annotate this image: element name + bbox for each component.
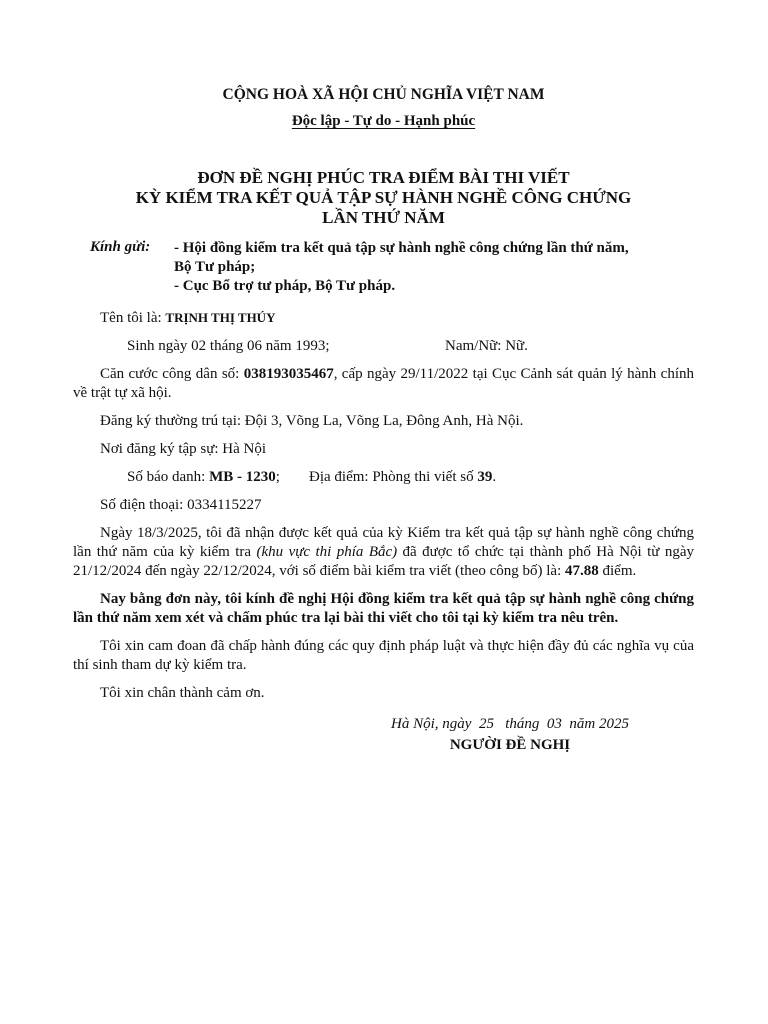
candidate-no-value: MB - 1230 [209, 469, 276, 485]
id-number: 038193035467 [243, 366, 334, 382]
candidate-row [73, 468, 694, 487]
birth-date: Sinh ngày 02 tháng 06 năm 1993; [127, 338, 330, 354]
applicant-birth-row [73, 337, 694, 356]
gender: Nam/Nữ: Nữ. [445, 338, 528, 354]
applicant-name-value: TRỊNH THỊ THÚY [165, 310, 276, 325]
applicant-phone: Số điện thoại: 0334115227 [100, 497, 262, 513]
candidate-label: Số báo danh: [127, 469, 210, 485]
name-label: Tên tôi là: [100, 310, 166, 326]
applicant-name [73, 308, 694, 328]
national-title: CỘNG HOÀ XÃ HỘI CHỦ NGHĨA VIỆT NAM [222, 86, 545, 103]
location-end: . [492, 469, 497, 485]
motto-text: Độc lập - Tự do - Hạnh phúc [291, 113, 476, 129]
paragraph-commitment: Tôi xin cam đoan đã chấp hành đúng các quy định pháp luật và thực hiện đầy đủ các nghĩa vụ của thí sinh tham dự kỳ kiểm tra. [73, 638, 694, 673]
room-number: 39 [477, 469, 493, 485]
recipient-block [90, 239, 705, 296]
document-body [73, 308, 694, 712]
national-motto [73, 113, 694, 130]
title-line-3: LẦN THỨ NĂM [322, 208, 445, 227]
recipient-line-1: - Hội đồng kiểm tra kết quả tập sự hành nghề công chứng lần thứ năm, [174, 240, 629, 256]
recipient-label: Kính gửi: [90, 239, 151, 255]
register-place: Nơi đăng ký tập sự: Hà Nội [100, 441, 267, 457]
document-title [73, 168, 694, 228]
recipient-lines [174, 239, 705, 296]
candidate-sep: ; [275, 469, 280, 485]
signature-block [360, 716, 660, 754]
exam-location [309, 469, 496, 485]
title-line-1: ĐƠN ĐỀ NGHỊ PHÚC TRA ĐIỂM BÀI THI VIẾT [197, 168, 570, 187]
paragraph-thanks: Tôi xin chân thành cảm ơn. [100, 685, 265, 701]
applicant-id [73, 365, 694, 403]
recipient-line-2: Bộ Tư pháp; [174, 259, 256, 275]
applicant-residence: Đăng ký thường trú tại: Đội 3, Võng La, Võng La, Đông Anh, Hà Nội. [100, 413, 524, 429]
result-text-b: đã được tổ chức tại thành phố Hà Nội từ ngày 21/12/2024 đến ngày 22/12/2024, với số điểm bài kiểm tra viết (theo công bố) là: [73, 544, 694, 579]
title-line-2: KỲ KIỂM TRA KẾT QUẢ TẬP SỰ HÀNH NGHỀ CÔNG CHỨNG [135, 188, 632, 207]
result-text-c: điểm. [598, 563, 637, 579]
id-details: , cấp ngày 29/11/2022 tại Cục Cảnh sát quản lý hành chính về trật tự xã hội. [73, 366, 694, 401]
candidate-number [100, 468, 309, 487]
recipient-line-3: - Cục Bổ trợ tư pháp, Bộ Tư pháp. [174, 278, 396, 294]
result-text-a: Ngày 18/3/2025, tôi đã nhận được kết quả của kỳ Kiểm tra kết quả tập sự hành nghề công chứng lần thứ năm của kỳ kiểm tra [73, 525, 694, 560]
paragraph-request: Nay bằng đơn này, tôi kính đề nghị Hội đồng kiểm tra kết quả tập sự hành nghề công chứng lần thứ năm xem xét và chấm phúc tra lại bài thi viết cho tôi tại kỳ kiểm tra nêu trên. [73, 591, 694, 626]
signature-title: NGƯỜI ĐỀ NGHỊ [449, 737, 571, 753]
id-label: Căn cước công dân số: [100, 366, 244, 382]
paragraph-result [73, 524, 694, 581]
result-score: 47.88 [565, 563, 599, 579]
location-label: Địa điểm: Phòng thi viết số [309, 469, 478, 485]
signature-date: Hà Nội, ngày 25 tháng 03 năm 2025 [391, 716, 629, 732]
result-region: (khu vực thi phía Bắc) [256, 544, 398, 560]
